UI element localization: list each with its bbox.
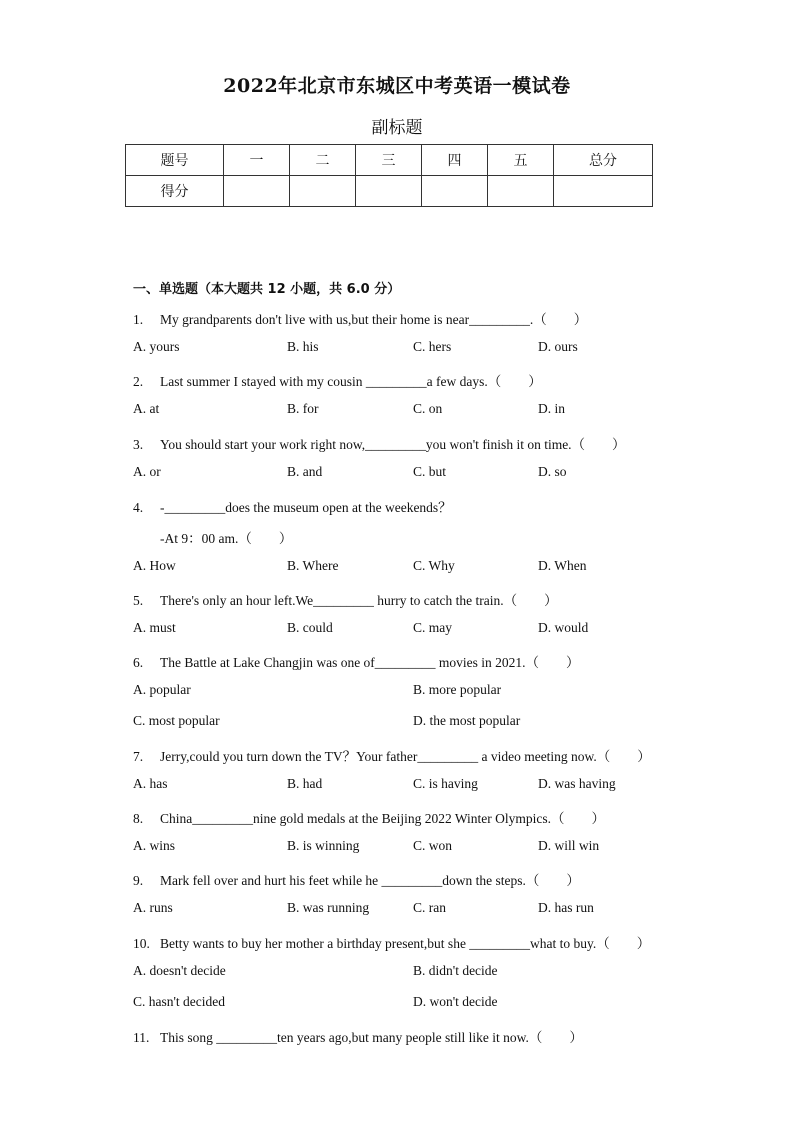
score-cell [422,176,488,207]
answer-option-a: A. has [133,776,168,791]
answer-option-c: C. hers [413,339,452,354]
answer-option-b: B. more popular [413,682,502,697]
answer-option-c: C. is having [413,776,478,791]
score-cell [290,176,356,207]
question-text: China_________nine gold medals at the Beijing 2022 Winter Olympics.（ ） [160,811,606,826]
question-stem [133,932,650,952]
question-stem [133,589,558,609]
question-text: This song _________ten years ago,but many people still like it now.（ ） [160,1030,583,1045]
answer-option-d: D. When [538,558,587,573]
header-cell-section-2: 二 [290,145,356,176]
answer-option-b: B. is winning [287,838,360,853]
header-cell-section-3: 三 [356,145,422,176]
answer-option-c: C. hasn't decided [133,994,226,1009]
answer-option-a: A. wins [133,838,176,853]
answer-option-c: C. most popular [133,713,220,728]
question-number: 2. [133,374,144,389]
answer-option-a: A. How [133,558,176,573]
page-subtitle: 副标题 [371,118,423,138]
header-cell-section-5: 五 [488,145,554,176]
section-heading: 一、单选题（本大题共 12 小题，共 6.0 分） [133,282,401,297]
answer-option-c: C. but [413,464,447,479]
answer-option-d: D. will win [538,838,600,853]
question-stem [133,433,626,453]
question-stem [133,370,542,390]
answer-option-d: D. the most popular [413,713,521,728]
answer-option-d: D. was having [538,776,616,791]
question-stem [133,1026,583,1046]
answer-option-a: A. popular [133,682,191,697]
score-cell [224,176,290,207]
answer-option-d: D. has run [538,900,594,915]
question-stem [133,807,605,827]
answer-option-b: B. for [287,401,319,416]
question-text-continued: -At 9：00 am.（ ） [160,531,293,546]
answer-option-b: B. could [287,620,333,635]
answer-option-d: D. so [538,464,567,479]
question-number: 7. [133,749,144,764]
score-row-label: 得分 [126,176,224,207]
question-stem [133,651,580,671]
question-text: Betty wants to buy her mother a birthday present,but she _________what to buy.（ ） [160,936,651,951]
answer-option-b: B. his [287,339,319,354]
answer-option-b: B. didn't decide [413,963,498,978]
answer-option-c: C. ran [413,900,446,915]
question-number: 1. [133,312,144,327]
header-cell-section-1: 一 [224,145,290,176]
question-stem [133,869,580,889]
answer-option-a: A. runs [133,900,173,915]
answer-option-b: B. Where [287,558,339,573]
answer-option-c: C. Why [413,558,455,573]
answer-option-a: A. doesn't decide [133,963,226,978]
header-cell-total: 总分 [554,145,653,176]
header-cell-question-number: 题号 [126,145,224,176]
answer-option-d: D. in [538,401,565,416]
answer-option-a: A. must [133,620,176,635]
question-text: My grandparents don't live with us,but their home is near_________.（ ） [160,312,588,327]
question-text: Last summer I stayed with my cousin _________a few days.（ ） [160,374,542,389]
answer-option-b: B. and [287,464,323,479]
score-table-header-row [126,145,653,176]
question-number: 9. [133,873,144,888]
question-text: There's only an hour left.We_________ hurry to catch the train.（ ） [160,593,558,608]
answer-option-a: A. yours [133,339,180,354]
answer-option-d: D. ours [538,339,578,354]
score-cell [356,176,422,207]
answer-option-c: C. on [413,401,443,416]
score-table-score-row [126,176,653,207]
answer-option-b: B. had [287,776,323,791]
question-stem [133,745,651,765]
score-cell [488,176,554,207]
question-number: 4. [133,500,144,515]
question-text: The Battle at Lake Changjin was one of_________ movies in 2021.（ ） [160,655,580,670]
question-number: 5. [133,593,144,608]
question-number: 11. [133,1030,150,1045]
question-number: 10. [133,936,150,951]
score-table [125,144,653,207]
answer-option-a: A. at [133,401,160,416]
question-number: 6. [133,655,144,670]
answer-option-c: C. may [413,620,452,635]
answer-option-a: A. or [133,464,161,479]
page-title: 2022年北京市东城区中考英语一模试卷 [223,75,571,97]
question-number: 8. [133,811,144,826]
header-cell-section-4: 四 [422,145,488,176]
question-text: Mark fell over and hurt his feet while he _________down the steps.（ ） [160,873,580,888]
answer-option-d: D. would [538,620,589,635]
question-stem [133,308,587,328]
score-cell [554,176,653,207]
question-text: Jerry,could you turn down the TV？Your father_________ a video meeting now.（ ） [160,749,651,764]
answer-option-d: D. won't decide [413,994,498,1009]
question-stem [133,496,452,516]
answer-option-c: C. won [413,838,453,853]
answer-option-b: B. was running [287,900,370,915]
question-number: 3. [133,437,144,452]
question-text: You should start your work right now,_________you won't finish it on time.（ ） [160,437,626,452]
question-text: -_________does the museum open at the weekends？ [160,500,452,515]
